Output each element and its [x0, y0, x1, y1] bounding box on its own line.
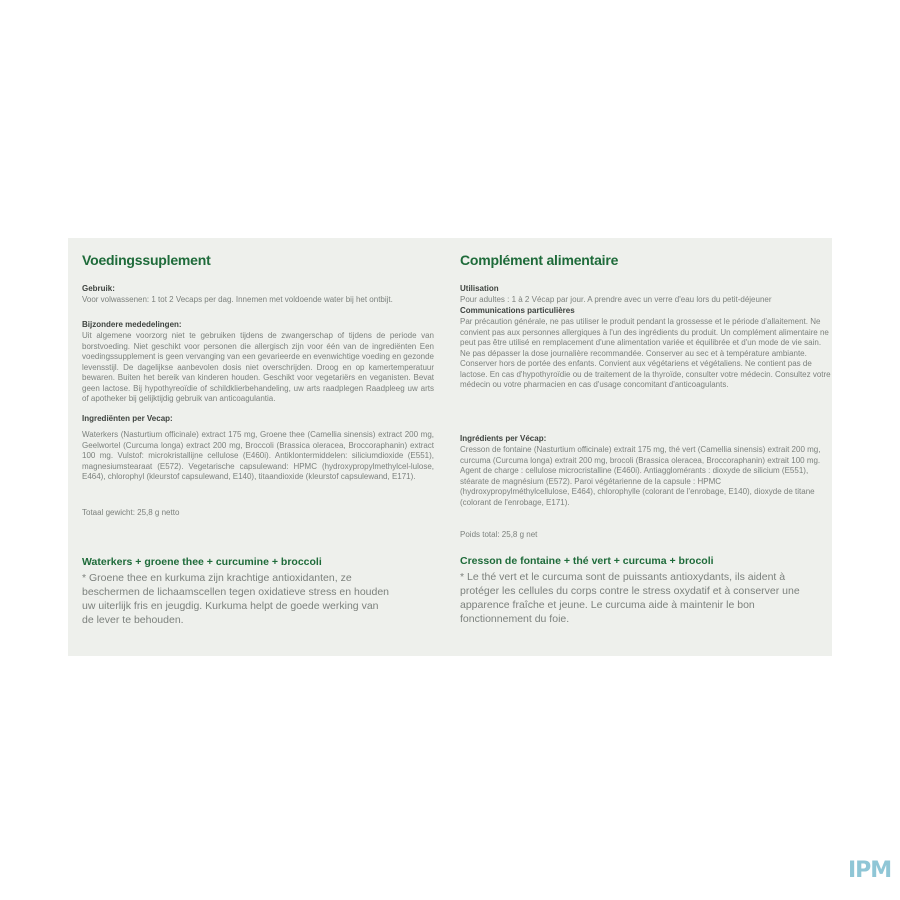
fr-notices-heading: Communications particulières [460, 306, 575, 315]
nl-ingredients-section [82, 414, 434, 483]
nl-notices-section [82, 320, 434, 405]
fr-ingredients-heading: Ingrédients per Vécap: [460, 434, 547, 443]
fr-usage-heading: Utilisation [460, 284, 499, 293]
fr-ingredients-text: Cresson de fontaine (Nasturtium officinale) extrait 175 mg, thé vert (Camellia sinensis) extrait 200 mg, curcuma (Curcuma longa) extrait 200 mg, brocoli (Brassica oleracea, Broccoraphanin) extrait 100 mg. Agent de charge : cellulose microcristalline (E460i). Antiagglomérants : dioxyde de silicium (E551), stéarate de magnésium (E572). Paroi végétarienne de la capsule : HPMC (hydroxypropylméthylcellulose, E464), chlorophylle (colorant de l'enrobage, E140), dioxyde de titane (colorant de l'enrobage, E171). [460, 445, 821, 507]
nl-weight: Totaal gewicht: 25,8 g netto [82, 508, 180, 517]
fr-usage-text: Pour adultes : 1 à 2 Vécap par jour. A prendre avec un verre d'eau lors du petit-déjeuner [460, 295, 772, 304]
nl-usage-text: Voor volwassenen: 1 tot 2 Vecaps per dag. Innemen met voldoende water bij het ontbijt. [82, 295, 393, 304]
fr-claim-text: * Le thé vert et le curcuma sont de puissants antioxydants, ils aident à protéger les cellules du corps contre le stress oxydatif et à conserver une apparence fraîche et jeune. Le curcuma aide à maintenir le bon fonctionnement du foie. [460, 571, 800, 625]
nl-ingredients-heading: Ingrediënten per Vecap: [82, 414, 173, 423]
fr-title: Complément alimentaire [460, 252, 619, 268]
nl-usage-section [82, 284, 434, 306]
nl-notices-text: Uit algemene voorzorg niet te gebruiken tijdens de zwangerschap of tijdens de periode van borstvoeding. Niet geschikt voor personen die allergisch zijn voor één van de ingrediënten Een voedingssupplement is geen vervanging van een gevarieerde en evenwichtige voeding en gezonde levensstijl. De dagelijkse aanbevolen dosis niet overschrijden. Droog en op kamertemperatuur bewaren. Buiten het bereik van kinderen houden. Geschikt voor vegetariërs en veganisten. Bevat geen lactose. Bij hypothyreoïdie of schildklierbehandeling, uw arts raadplegen Raadpleeg uw arts of apotheker bij gelijktijdig gebruik van anticoagulantia. [82, 331, 434, 403]
fr-weight: Poids total: 25,8 g net [460, 530, 538, 539]
fr-usage-section [460, 284, 832, 306]
fr-notices-text: Par précaution générale, ne pas utiliser le produit pendant la grossesse et le période d'allaitement. Ne convient pas aux personnes allergiques à l'un des ingrédients du produit. Un complément alimentaire ne peut pas être utilisé en remplacement d'une alimentation variée et équilibrée et d'un mode de vie sain. Ne pas dépasser la dose journalière recommandée. Conserver au sec et à température ambiante. Conserver hors de portée des enfants. Convient aux végétariens et végétaliens. Ne contient pas de lactose. En cas d'hypothyroïdie ou de traitement de la thyroïde, consulter votre médecin. Consultez votre médecin ou votre pharmacien en cas d'usage concomitant d'anticoagulants. [460, 317, 831, 389]
label-panel [68, 238, 832, 656]
nl-title: Voedingssuplement [82, 252, 211, 268]
ipm-logo: IPM [848, 858, 892, 883]
nl-claim-title: Waterkers + groene thee + curcumine + broccoli [82, 556, 322, 568]
nl-ingredients-text: Waterkers (Nasturtium officinale) extract 175 mg, Groene thee (Camellia sinensis) extract 200 mg, Geelwortel (Curcuma longa) extract 200 mg, Broccoli (Brassica oleracea, Broccoraphanin) extract 100 mg. Vulstof: microkristallijne cellulose (E460i). Antiklontermiddelen: siliciumdioxide (E551), magnesiumstearaat (E572). Vegetarische capsulewand: HPMC (hydroxypropylmethylcel-lulose, E464), chlorophyl (kleurstof capsulewand, E140), titaandioxide (kleurstof capsulewand, E171). [82, 430, 434, 481]
nl-notices-heading: Bijzondere mededelingen: [82, 320, 182, 329]
fr-notices-section [460, 306, 832, 391]
nl-claim-text: * Groene thee en kurkuma zijn krachtige antioxidanten, ze beschermen de lichaamscellen tegen oxidatieve stress en houden uw uiterlijk fris en jeugdig. Kurkuma helpt de goede werking van de lever te behouden. [82, 572, 390, 626]
fr-claim-title: Cresson de fontaine + thé vert + curcuma + brocoli [460, 555, 714, 567]
fr-ingredients-section [460, 434, 832, 508]
nl-usage-heading: Gebruik: [82, 284, 115, 293]
